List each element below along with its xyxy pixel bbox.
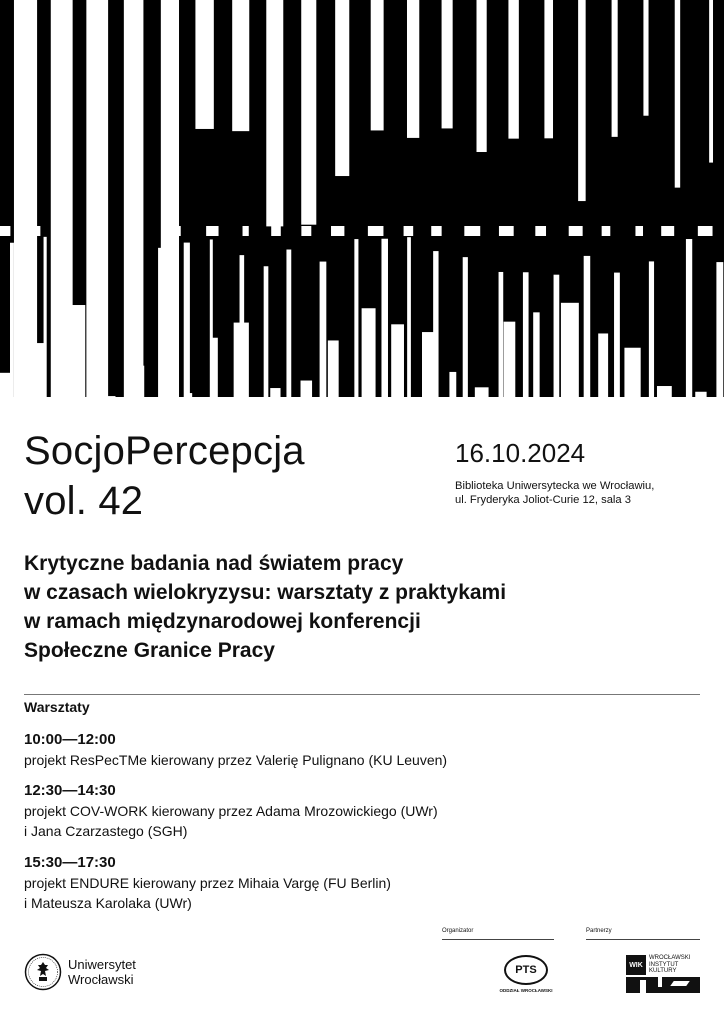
wik-name-line: KULTURY [649, 968, 677, 974]
session-description: projekt ENDURE kierowany przez Mihaia Vargę (FU Berlin) [24, 875, 391, 891]
wik-name [649, 955, 690, 975]
wik-logo [626, 955, 700, 993]
event-venue [455, 479, 654, 507]
wik-bar [626, 977, 700, 993]
event-title-line1: SocjoPercepcja [24, 429, 305, 473]
venue-line1: Biblioteka Uniwersytecka we Wrocławiu, [455, 480, 655, 492]
university-logo [24, 953, 136, 991]
workshop-session [24, 781, 438, 841]
partners-rule [586, 939, 700, 940]
session-time: 15:30—17:30 [24, 854, 116, 871]
workshops-heading: Warsztaty [24, 699, 90, 715]
subtitle-line: w czasach wielokryzysu: warsztaty z praktykami [24, 581, 507, 604]
partners-label: Partnerzy [586, 928, 612, 934]
workshop-session [24, 730, 447, 770]
university-crest-icon [24, 953, 62, 991]
wik-name-line: WROCŁAWSKI [649, 955, 691, 961]
subtitle-line: w ramach międzynarodowej konferencji [24, 610, 421, 633]
session-time: 10:00—12:00 [24, 731, 116, 748]
session-description: i Mateusza Karolaka (UWr) [24, 895, 192, 911]
pts-logo [497, 955, 555, 993]
session-time: 12:30—14:30 [24, 782, 116, 799]
session-description: i Jana Czarzastego (SGH) [24, 823, 188, 839]
section-divider [24, 694, 700, 695]
subtitle-line: Krytyczne badania nad światem pracy [24, 552, 404, 575]
university-name [68, 957, 136, 987]
workshop-session [24, 853, 391, 913]
pts-caption: ODDZIAŁ WROCŁAWSKI [499, 988, 553, 993]
wik-mark: WIK [626, 955, 646, 975]
session-description: projekt COV-WORK kierowany przez Adama Mrozowickiego (UWr) [24, 803, 438, 819]
organizer-label: Organizator [442, 928, 474, 934]
pts-badge: PTS [504, 955, 548, 985]
event-title-line2: vol. 42 [24, 479, 144, 523]
wik-name-line: INSTYTUT [649, 961, 679, 968]
event-subtitle [24, 549, 506, 665]
header-stripe-artwork [0, 0, 724, 397]
venue-line2: ul. Fryderyka Joliot-Curie 12, sala 3 [455, 494, 631, 506]
university-name-line1: Uniwersytet [68, 957, 136, 972]
event-date: 16.10.2024 [455, 438, 586, 468]
organizer-rule [442, 939, 554, 940]
session-description: projekt ResPecTMe kierowany przez Valerię Pulignano (KU Leuven) [24, 752, 448, 768]
university-name-line2: Wrocławski [68, 972, 134, 987]
event-title [24, 426, 305, 526]
subtitle-line: Społeczne Granice Pracy [24, 639, 275, 662]
